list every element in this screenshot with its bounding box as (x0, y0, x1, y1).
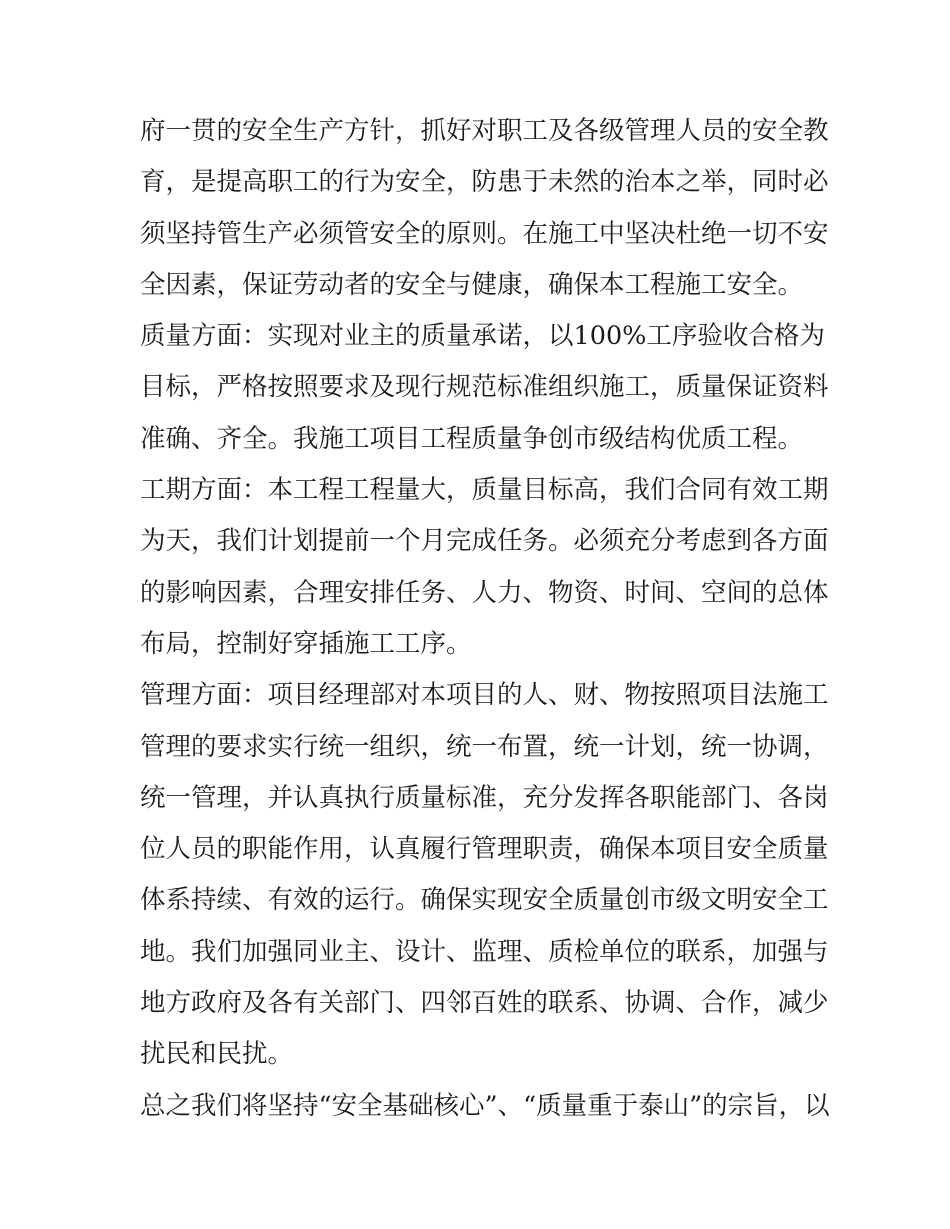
paragraph-management (140, 670, 830, 1080)
text-line: 质量方面：实现对业主的质量承诺，以100%工序验收合格为 (140, 321, 825, 352)
text-line: 育，是提高职工的行为安全，防患于未然的治本之举，同时必 (140, 167, 829, 198)
text-line: 位人员的职能作用，认真履行管理职责，确保本项目安全质量 (140, 834, 829, 865)
text-line: 全因素，保证劳动者的安全与健康，确保本工程施工安全。 (140, 269, 804, 300)
paragraph-safety (140, 106, 830, 311)
text-line: 地。我们加强同业主、设计、监理、质检单位的联系，加强与 (140, 936, 829, 967)
paragraph-quality (140, 311, 830, 465)
text-line: 须坚持管生产必须管安全的原则。在施工中坚决杜绝一切不安 (140, 218, 829, 249)
text-line: 管理的要求实行统一组织，统一布置，统一计划，统一协调， (140, 731, 829, 762)
paragraph-schedule (140, 465, 830, 670)
paragraph-summary (140, 1081, 830, 1132)
text-line: 总之我们将坚持“安全基础核心”、“质量重于泰山”的宗旨，以 (140, 1090, 830, 1121)
document-body (140, 106, 830, 1132)
text-line: 的影响因素，合理安排任务、人力、物资、时间、空间的总体 (140, 577, 829, 608)
text-line: 为天，我们计划提前一个月完成任务。必须充分考虑到各方面 (140, 526, 829, 557)
text-line: 扰民和民扰。 (140, 1039, 294, 1070)
text-line: 统一管理，并认真执行质量标准，充分发挥各职能部门、各岗 (140, 782, 829, 813)
text-line: 管理方面：项目经理部对本项目的人、财、物按照项目法施工 (140, 680, 829, 711)
text-line: 体系持续、有效的运行。确保实现安全质量创市级文明安全工 (140, 885, 829, 916)
text-line: 布局，控制好穿插施工工序。 (140, 628, 472, 659)
text-line: 工期方面：本工程工程量大，质量目标高，我们合同有效工期 (140, 475, 829, 506)
text-line: 准确、齐全。我施工项目工程质量争创市级结构优质工程。 (140, 423, 804, 454)
text-line: 地方政府及各有关部门、四邻百姓的联系、协调、合作，减少 (140, 988, 829, 1019)
text-line: 府一贯的安全生产方针，抓好对职工及各级管理人员的安全教 (140, 116, 829, 146)
text-line: 目标，严格按照要求及现行规范标准组织施工，质量保证资料 (140, 372, 829, 403)
